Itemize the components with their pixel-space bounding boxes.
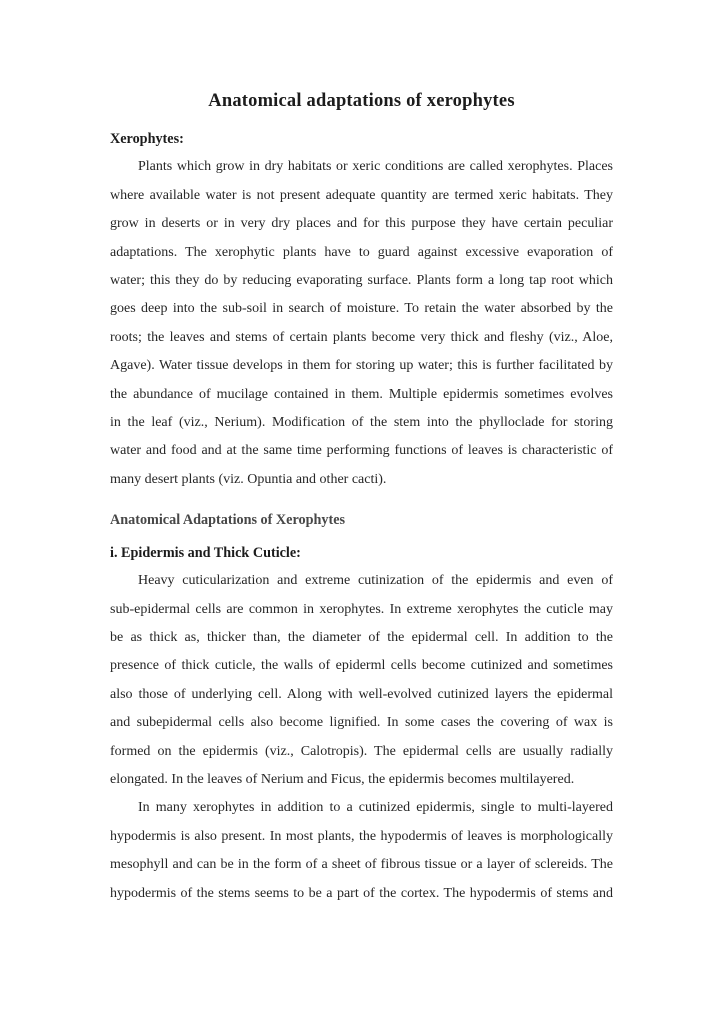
paragraph-line: be as thick as, thicker than, the diameter of the epidermal cell. In addition to the bbox=[110, 629, 613, 645]
paragraph-line: elongated. In the leaves of Nerium and Ficus, the epidermis becomes multilayered. bbox=[110, 771, 575, 787]
heading-xerophytes: Xerophytes: bbox=[110, 131, 184, 147]
paragraph-line: Heavy cuticularization and extreme cutinization of the epidermis and even of bbox=[138, 573, 613, 589]
paragraph-line: water and food and at the same time performing functions of leaves is characteristic of bbox=[110, 443, 613, 459]
paragraph-line: roots; the leaves and stems of certain plants become very thick and fleshy (viz., Aloe, bbox=[110, 329, 613, 345]
paragraph-epidermis bbox=[110, 567, 613, 794]
document-content bbox=[110, 86, 613, 908]
paragraph-line: adaptations. The xerophytic plants have to guard against excessive evaporation of bbox=[110, 244, 613, 260]
paragraph-line: goes deep into the sub-soil in search of moisture. To retain the water absorbed by the bbox=[110, 301, 613, 317]
paragraph-line: water; this they do by reducing evaporating surface. Plants form a long tap root which bbox=[110, 273, 613, 289]
heading-anatomical-adaptations: Anatomical Adaptations of Xerophytes bbox=[110, 512, 346, 529]
paragraph-line: also those of underlying cell. Along with well-evolved cutinized layers the epidermal bbox=[110, 686, 613, 702]
paragraph-line: the abundance of mucilage contained in them. Multiple epidermis sometimes evolves bbox=[110, 386, 613, 402]
paragraph-line: sub-epidermal cells are common in xerophytes. In extreme xerophytes the cuticle may bbox=[110, 601, 613, 617]
paragraph-line: In many xerophytes in addition to a cutinized epidermis, single to multi-layered bbox=[138, 800, 613, 816]
paragraph-line: grow in deserts or in very dry places and for this purpose they have certain peculiar bbox=[110, 216, 613, 232]
paragraph-line: and subepidermal cells also become lignified. In some cases the covering of wax is bbox=[110, 715, 613, 731]
paragraph-hypodermis bbox=[110, 794, 613, 908]
paragraph-line: many desert plants (viz. Opuntia and other cacti). bbox=[110, 471, 387, 487]
paragraph-line: presence of thick cuticle, the walls of epiderml cells become cutinized and sometimes bbox=[110, 658, 613, 674]
paragraph-line: mesophyll and can be in the form of a sheet of fibrous tissue or a layer of sclereids. The bbox=[110, 857, 613, 873]
paragraph-line: hypodermis of the stems seems to be a part of the cortex. The hypodermis of stems and bbox=[110, 885, 613, 901]
paragraph-line: Agave). Water tissue develops in them for storing up water; this is further facilitated by bbox=[110, 358, 613, 374]
paragraph-line: Plants which grow in dry habitats or xeric conditions are called xerophytes. Places bbox=[138, 159, 613, 175]
paragraph-line: where available water is not present adequate quantity are termed xeric habitats. They bbox=[110, 187, 613, 203]
paragraph-line: hypodermis is also present. In most plants, the hypodermis of leaves is morphologically bbox=[110, 828, 613, 844]
paragraph-intro bbox=[110, 153, 613, 494]
paragraph-line: in the leaf (viz., Nerium). Modification of the stem into the phylloclade for storing bbox=[110, 415, 613, 431]
document-title: Anatomical adaptations of xerophytes bbox=[208, 91, 515, 111]
paragraph-line: formed on the epidermis (viz., Calotropis). The epidermal cells are usually radially bbox=[110, 743, 613, 759]
heading-epidermis-thick-cuticle: i. Epidermis and Thick Cuticle: bbox=[110, 544, 301, 561]
